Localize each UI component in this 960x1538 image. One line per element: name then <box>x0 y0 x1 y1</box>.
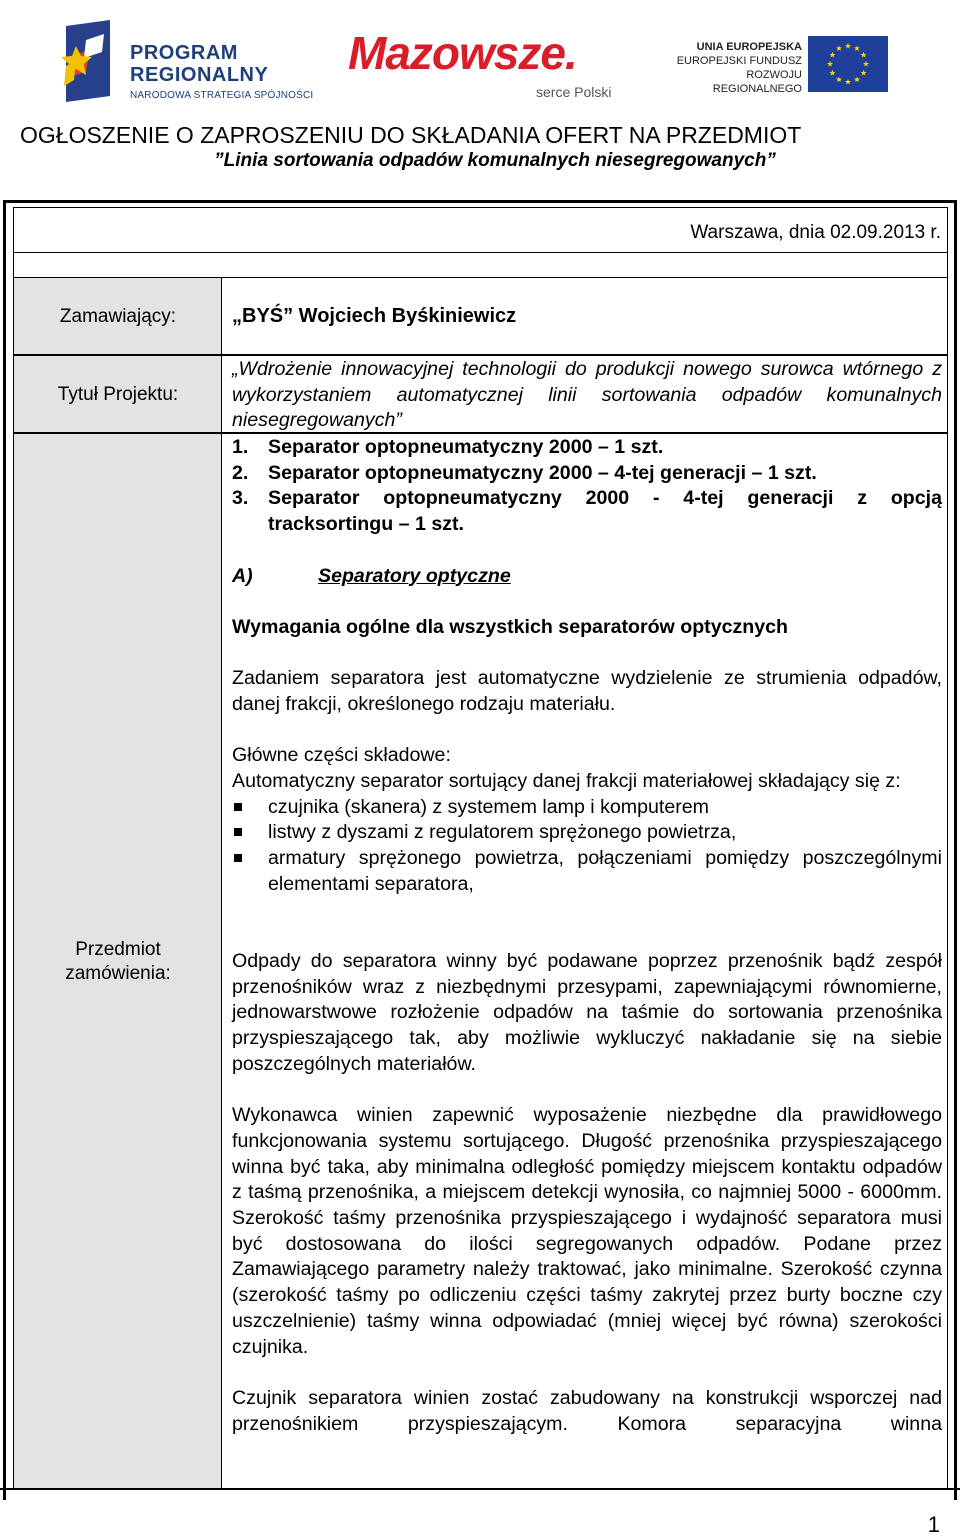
program-logo-subtitle: NARODOWA STRATEGIA SPÓJNOŚCI <box>130 90 314 101</box>
announcement-title: OGŁOSZENIE O ZAPROSZENIU DO SKŁADANIA OFERT NA PRZEDMIOT <box>20 122 802 148</box>
bullet-text: listwy z dyszami z regulatorem sprężonego powietrza, <box>268 821 737 844</box>
section-title: Separatory optyczne <box>318 564 511 587</box>
mazowsze-logo <box>348 28 618 104</box>
bullet-item <box>232 820 942 846</box>
bullet-icon <box>234 803 242 811</box>
eu-logo-line1: UNIA EUROPEJSKA <box>696 41 802 53</box>
eu-logo-text <box>658 40 802 96</box>
announcement-subject-text: ”Linia sortowania odpadów komunalnych niesegregowanych” <box>214 150 776 171</box>
parts-intro: Automatyczny separator sortujący danej frakcji materiałowej składający się z: <box>232 770 901 793</box>
list-item-text: Separator optopneumatyczny 2000 – 4-tej generacji – 1 szt. <box>268 461 817 484</box>
parts-heading: Główne części składowe: <box>232 744 451 767</box>
paragraph-contractor: Wykonawca winien zapewnić wyposażenie niezbędne dla prawidłowego funkcjonowania systemu sortującego. Długość przenośnika przyspieszającego winna być taka, aby minimalna odległość pomiędzy miejscem kontaktu odpadów z taśmą przenośnika, a miejscem detekcji wynosiła, co najmniej 5000 - 6000mm. Szerokość taśmy przenośnika przyspieszającego i wydajność separatora musi być dostosowana do ilości segregowanych odpadów. Podane przez Zamawiającego parametry należy traktować, jako minimalne. Szerokość czynna (szerokość taśmy po odliczeniu części taśmy zakrytej przez burty boczne czy uszczelnienie) taśmy winna odpowiadać (mniej więcej być równa) szerokości czujnika. <box>232 1104 942 1358</box>
paragraph-sensor: Czujnik separatora winien zostać zabudowany na konstrukcji wsporczej nad przenośnikiem przyspieszającym. Komora separacyjna winna <box>232 1386 942 1435</box>
list-item-text: Separator optopneumatyczny 2000 - 4-tej generacji z opcją tracksortingu – 1 szt. <box>268 487 942 536</box>
tytul-label-cell <box>13 355 221 433</box>
eu-flag-icon <box>808 36 888 92</box>
program-logo-line2: REGIONALNY <box>130 64 269 86</box>
list-item <box>232 461 942 487</box>
przedmiot-content <box>232 435 942 1437</box>
date-text: Warszawa, dnia 02.09.2013 r. <box>690 222 941 243</box>
list-item <box>232 486 942 537</box>
list-item-text: Separator optopneumatyczny 2000 – 1 szt. <box>268 436 664 458</box>
paragraph-purpose: Zadaniem separatora jest automatyczne wydzielenie ze strumienia odpadów, danej frakcji, określonego rodzaju materiału. <box>232 667 942 715</box>
eu-logo <box>658 36 888 96</box>
przedmiot-value-cell <box>221 433 948 1489</box>
list-item-number: 1. <box>232 436 249 458</box>
program-regionalny-logo <box>60 20 320 102</box>
program-flag-icon <box>60 20 116 102</box>
tytul-value: „Wdrożenie innowacyjnej technologii do produkcji nowego surowca wtórnego z wykorzystaniem automatycznej linii sortowania odpadów komunalnych niesegregowanych” <box>232 358 942 432</box>
przedmiot-label-cell <box>13 433 221 1489</box>
list-item-number: 2. <box>232 461 249 484</box>
requirements-heading: Wymagania ogólne dla wszystkich separatorów optycznych <box>232 615 789 638</box>
bullet-item <box>232 795 942 821</box>
bullet-icon <box>234 828 242 836</box>
przedmiot-label <box>14 938 222 986</box>
section-a-heading <box>232 564 942 590</box>
program-logo-text <box>130 42 268 86</box>
bullet-icon <box>234 854 242 862</box>
przedmiot-label-line2: zamówienia: <box>65 963 171 984</box>
list-item-number: 3. <box>232 487 249 510</box>
announcement-subject <box>0 150 960 172</box>
bullet-text: czujnika (skanera) z systemem lamp i komputerem <box>268 795 709 818</box>
bullet-item <box>232 846 942 897</box>
header-logos <box>0 14 960 106</box>
eu-logo-line2: EUROPEJSKI FUNDUSZ <box>676 55 802 67</box>
zamawiajacy-label: Zamawiający: <box>59 306 177 327</box>
zamawiajacy-value: „BYŚ” Wojciech Byśkiniewicz <box>232 305 517 327</box>
page-bottom-rule <box>0 1488 960 1490</box>
tytul-value-cell <box>221 355 948 433</box>
przedmiot-label-line1: Przedmiot <box>75 939 161 960</box>
spacer-row <box>13 253 948 277</box>
zamawiajacy-label-cell <box>13 277 221 355</box>
mazowsze-subtitle: serce Polski <box>536 84 612 100</box>
bullet-text: armatury sprężonego powietrza, połączeniami pomiędzy poszczególnymi elementami separatora, <box>268 847 942 895</box>
page-number: 1 <box>927 1512 940 1537</box>
eu-logo-line3: ROZWOJU REGIONALNEGO <box>712 69 802 95</box>
list-item <box>232 435 942 461</box>
section-letter: A) <box>232 564 253 587</box>
mazowsze-wordmark: Mazowsze. <box>348 27 577 79</box>
zamawiajacy-value-cell <box>221 277 948 355</box>
tytul-label: Tytuł Projektu: <box>57 384 179 405</box>
program-logo-line1: PROGRAM <box>130 42 238 64</box>
date-row <box>13 207 948 253</box>
paragraph-feeding: Odpady do separatora winny być podawane poprzez przenośnik bądź zespół przenośników wraz z niezbędnymi przesypami, zapewniającymi równomierne, jednowarstwowe rozłożenie odpadów na taśmie do sortowania przenośnika przyspieszającego tak, aby możliwie wykluczyć nakładanie się na siebie poszczególnych materiałów. <box>232 949 942 1075</box>
